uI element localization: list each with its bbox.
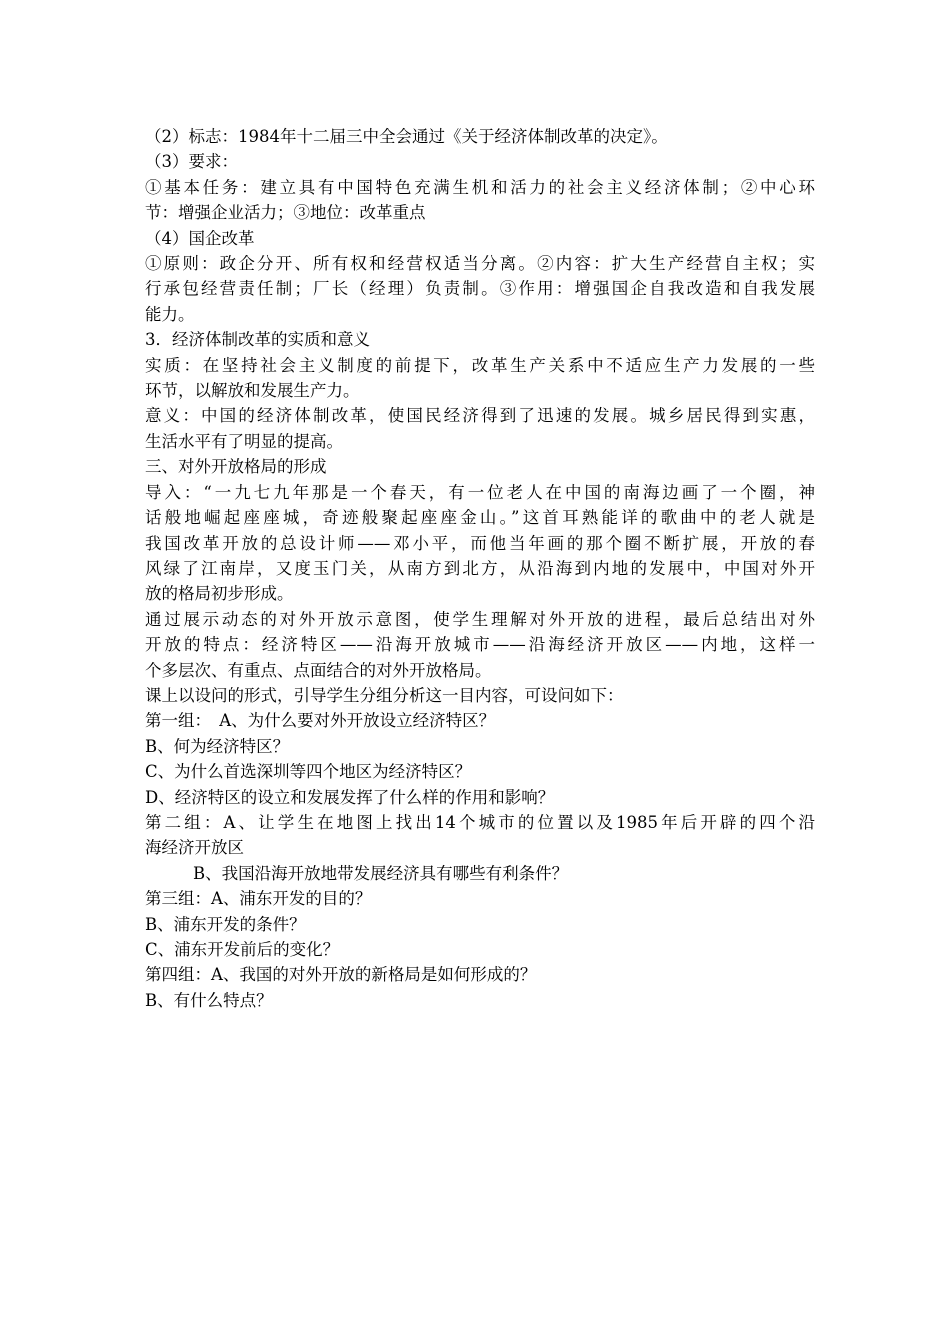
- question-line: B、浦东开发的条件？: [145, 914, 306, 934]
- text-line: （4）国企改革: [145, 228, 255, 248]
- text-line: ①原则：政企分开、所有权和经营权适当分离。②内容：扩大生产经营自主权；实: [145, 254, 815, 274]
- text-line: （2）标志：1984年十二届三中全会通过《关于经济体制改革的决定》。: [145, 127, 668, 146]
- text-line: 课上以设问的形式，引导学生分组分析这一目内容，可设问如下：: [145, 685, 624, 705]
- text-line: ①基本任务：建立具有中国特色充满生机和活力的社会主义经济体制；②中心环: [145, 177, 815, 197]
- text-line: 能力。: [145, 304, 195, 324]
- question-line: B、我国沿海开放地带发展经济具有哪些有利条件？: [193, 863, 569, 883]
- text-line: 导入：“一九七九年那是一个春天，有一位老人在中国的南海边画了一个圈，神: [145, 482, 815, 502]
- text-line: （3）要求：: [145, 152, 238, 172]
- text-line: 行承包经营责任制；厂长（经理）负责制。③作用：增强国企自我改造和自我发展: [145, 279, 815, 299]
- section-heading: 3．经济体制改革的实质和意义: [145, 330, 370, 350]
- document-body: [145, 124, 815, 1013]
- question-line: 第四组：A、我国的对外开放的新格局是如何形成的？: [145, 965, 537, 985]
- question-line: B、有什么特点？: [145, 990, 273, 1010]
- question-line: B、何为经济特区？: [145, 736, 290, 756]
- question-line: 第一组： A、为什么要对外开放设立经济特区？: [145, 711, 496, 731]
- question-line: 海经济开放区: [145, 838, 244, 858]
- text-line: 话般地崛起座座城，奇迹般聚起座座金山。”这首耳熟能详的歌曲中的老人就是: [145, 508, 815, 528]
- text-line: 我国改革开放的总设计师——邓小平，而他当年画的那个圈不断扩展，开放的春: [145, 533, 815, 553]
- text-line: 意义：中国的经济体制改革，使国民经济得到了迅速的发展。城乡居民得到实惠，: [145, 406, 815, 426]
- text-line: 个多层次、有重点、点面结合的对外开放格局。: [145, 660, 492, 680]
- text-line: 放的格局初步形成。: [145, 584, 294, 604]
- text-line: 节：增强企业活力；③地位：改革重点: [145, 203, 426, 223]
- section-heading: 三、对外开放格局的形成: [145, 457, 327, 477]
- question-line: C、浦东开发前后的变化？: [145, 940, 340, 959]
- text-line: 实质：在坚持社会主义制度的前提下，改革生产关系中不适应生产力发展的一些: [145, 355, 815, 375]
- question-line: C、为什么首选深圳等四个地区为经济特区？: [145, 762, 472, 782]
- question-line: 第三组：A、浦东开发的目的？: [145, 889, 372, 909]
- text-line: 开放的特点：经济特区——沿海开放城市——沿海经济开放区——内地，这样一: [145, 635, 815, 655]
- text-line: 通过展示动态的对外开放示意图，使学生理解对外开放的进程，最后总结出对外: [145, 609, 815, 629]
- question-line: 第二组：A、让学生在地图上找出14个城市的位置以及1985年后开辟的四个沿: [145, 812, 815, 832]
- text-line: 环节，以解放和发展生产力。: [145, 381, 360, 401]
- text-line: 风绿了江南岸，又度玉门关，从南方到北方，从沿海到内地的发展中，中国对外开: [145, 558, 815, 578]
- question-line: D、经济特区的设立和发展发挥了什么样的作用和影响？: [145, 787, 555, 807]
- text-line: 生活水平有了明显的提高。: [145, 431, 343, 451]
